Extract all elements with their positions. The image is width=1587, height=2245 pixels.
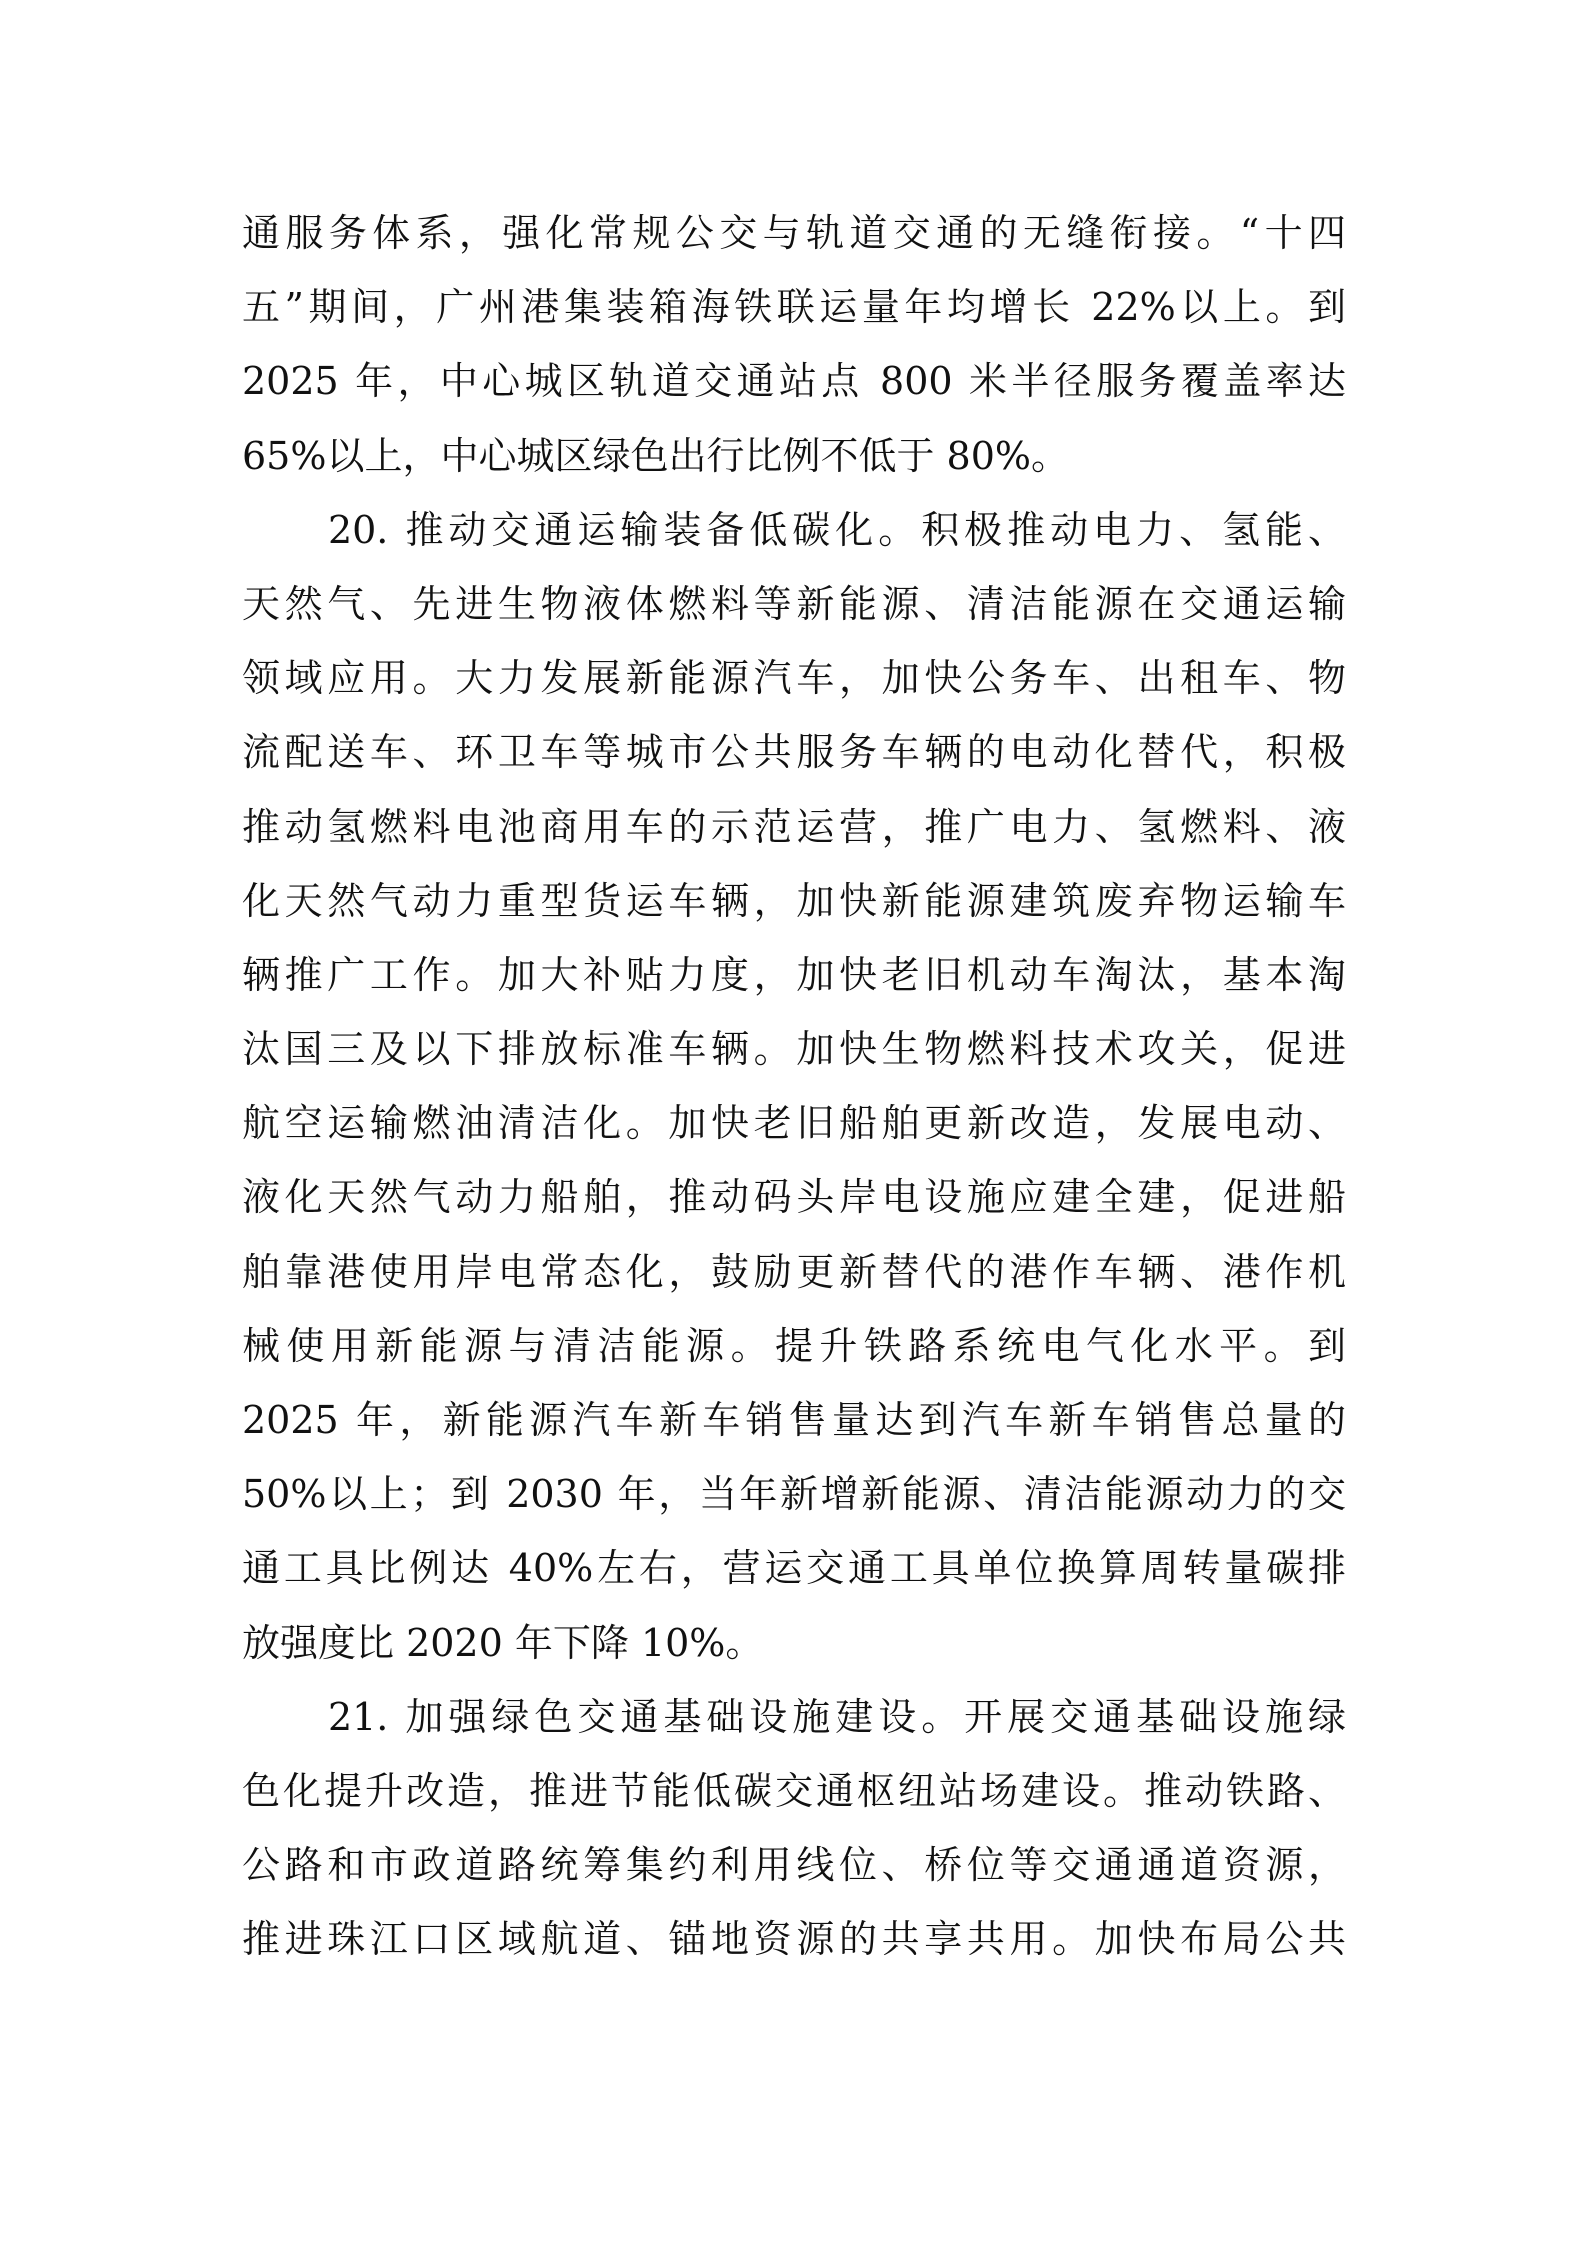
body-text [242, 196, 1346, 1977]
text-line: 五”期间，广州港集装箱海铁联运量年均增长 22%以上。到 [242, 285, 1346, 330]
text-line: 化天然气动力重型货运车辆，加快新能源建筑废弃物运输车 [242, 878, 1346, 923]
text-line: 50%以上；到 2030 年，当年新增新能源、清洁能源动力的交 [242, 1472, 1346, 1517]
text-line: 2025 年，中心城区轨道交通站点 800 米半径服务覆盖率达 [242, 359, 1346, 404]
text-line: 液化天然气动力船舶，推动码头岸电设施应建全建，促进船 [242, 1175, 1346, 1220]
text-line: 公路和市政道路统筹集约利用线位、桥位等交通通道资源， [242, 1843, 1346, 1888]
text-line: 汰国三及以下排放标准车辆。加快生物燃料技术攻关，促进 [242, 1027, 1346, 1072]
text-line: 辆推广工作。加大补贴力度，加快老旧机动车淘汰，基本淘 [242, 952, 1346, 997]
text-line: 通服务体系，强化常规公交与轨道交通的无缝衔接。“十四 [242, 211, 1346, 255]
text-line: 航空运输燃油清洁化。加快老旧船舶更新改造，发展电动、 [242, 1101, 1346, 1146]
text-line: 流配送车、环卫车等城市公共服务车辆的电动化替代，积极 [242, 730, 1346, 775]
text-line: 65%以上，中心城区绿色出行比例不低于 80%。 [242, 433, 1070, 478]
paragraph-21-heading-line: 21. 加强绿色交通基础设施建设。开展交通基础设施绿 [242, 1694, 1346, 1739]
text-line: 推动氢燃料电池商用车的示范运营，推广电力、氢燃料、液 [242, 804, 1346, 849]
text-line: 领域应用。大力发展新能源汽车，加快公务车、出租车、物 [242, 656, 1346, 701]
text-line: 械使用新能源与清洁能源。提升铁路系统电气化水平。到 [242, 1323, 1346, 1368]
text-line: 天然气、先进生物液体燃料等新能源、清洁能源在交通运输 [242, 581, 1346, 626]
text-line: 色化提升改造，推进节能低碳交通枢纽站场建设。推动铁路、 [242, 1768, 1346, 1813]
text-line: 通工具比例达 40%左右，营运交通工具单位换算周转量碳排 [242, 1546, 1346, 1591]
text-line: 推进珠江口区域航道、锚地资源的共享共用。加快布局公共 [242, 1917, 1346, 1962]
text-line: 舶靠港使用岸电常态化，鼓励更新替代的港作车辆、港作机 [242, 1249, 1346, 1294]
text-line: 2025 年，新能源汽车新车销售量达到汽车新车销售总量的 [242, 1398, 1346, 1442]
text-line: 放强度比 2020 年下降 10%。 [242, 1620, 764, 1665]
paragraph-20-heading-line: 20. 推动交通运输装备低碳化。积极推动电力、氢能、 [242, 507, 1346, 552]
